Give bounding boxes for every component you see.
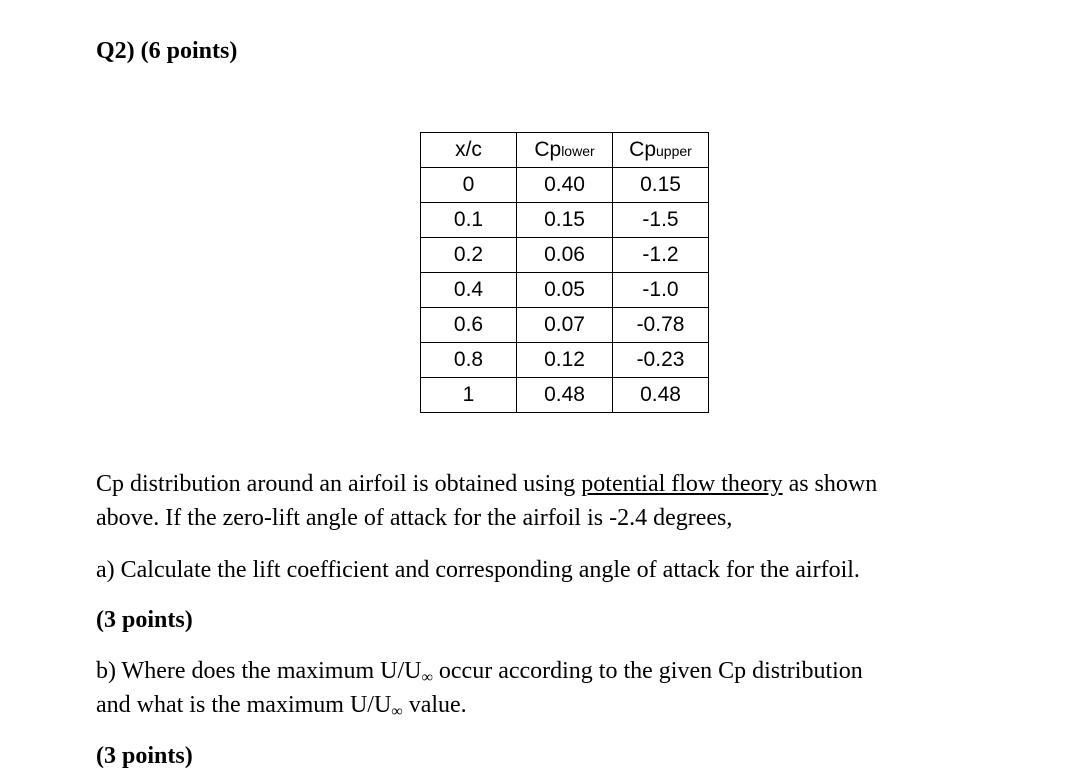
- cell-xc: 0.6: [421, 308, 517, 343]
- part-b-line-1-after: occur according to the given Cp distribution: [432, 658, 863, 684]
- cell-xc: 0.1: [421, 203, 517, 238]
- table-row: [421, 168, 709, 203]
- table-row: [421, 378, 709, 413]
- part-a-question: a) Calculate the lift coefficient and corresponding angle of attack for the airfoil.: [96, 557, 860, 583]
- part-b-line-2-before: and what is the maximum U/U: [96, 692, 392, 718]
- cell-cp-lower: 0.12: [517, 343, 613, 378]
- intro-text-before: Cp distribution around an airfoil is obtained using: [96, 471, 582, 497]
- cp-distribution-table: [420, 132, 709, 413]
- cell-cp-upper: -1.5: [613, 203, 709, 238]
- cell-cp-upper: -1.2: [613, 238, 709, 273]
- cell-xc: 0.4: [421, 273, 517, 308]
- potential-flow-theory-underlined: potential flow theory: [581, 471, 783, 497]
- cell-cp-lower: 0.48: [517, 378, 613, 413]
- cell-xc: 0.8: [421, 343, 517, 378]
- question-title: Q2) (6 points): [96, 38, 238, 64]
- cell-cp-lower: 0.15: [517, 203, 613, 238]
- part-b-points: (3 points): [96, 743, 193, 769]
- part-a-points: (3 points): [96, 607, 193, 633]
- cell-xc: 1: [421, 378, 517, 413]
- cell-cp-lower: 0.06: [517, 238, 613, 273]
- intro-line-2: above. If the zero-lift angle of attack for the airfoil is -2.4 degrees,: [96, 505, 733, 531]
- table-row: [421, 203, 709, 238]
- header-cp-lower-main: Cp: [534, 138, 562, 161]
- table-row: [421, 273, 709, 308]
- infinity-subscript: ∞: [391, 703, 403, 720]
- cell-cp-upper: -1.0: [613, 273, 709, 308]
- cell-cp-upper: -0.23: [613, 343, 709, 378]
- table-row: [421, 308, 709, 343]
- header-cp-lower-sub: lower: [561, 143, 595, 159]
- table-row: [421, 343, 709, 378]
- intro-line-1: [96, 467, 877, 501]
- intro-paragraph: [96, 467, 877, 535]
- table-row: [421, 238, 709, 273]
- header-xc: x/c: [421, 133, 517, 168]
- infinity-subscript: ∞: [421, 669, 433, 686]
- cell-cp-upper: -0.78: [613, 308, 709, 343]
- cell-xc: 0: [421, 168, 517, 203]
- cell-cp-upper: 0.48: [613, 378, 709, 413]
- header-cp-upper-main: Cp: [629, 138, 657, 161]
- cell-cp-lower: 0.07: [517, 308, 613, 343]
- cell-cp-upper: 0.15: [613, 168, 709, 203]
- part-b-line-2: [96, 688, 863, 722]
- table-header-row: [421, 133, 709, 168]
- cell-cp-lower: 0.40: [517, 168, 613, 203]
- header-cp-lower: [517, 133, 613, 168]
- cell-cp-lower: 0.05: [517, 273, 613, 308]
- header-cp-upper-sub: upper: [656, 143, 692, 159]
- intro-text-after: as shown: [782, 471, 878, 497]
- part-b-line-2-after: value.: [402, 692, 467, 718]
- header-cp-upper: [613, 133, 709, 168]
- part-b-question: [96, 654, 863, 722]
- cell-xc: 0.2: [421, 238, 517, 273]
- part-b-line-1-before: b) Where does the maximum U/U: [96, 658, 422, 684]
- part-b-line-1: [96, 654, 863, 688]
